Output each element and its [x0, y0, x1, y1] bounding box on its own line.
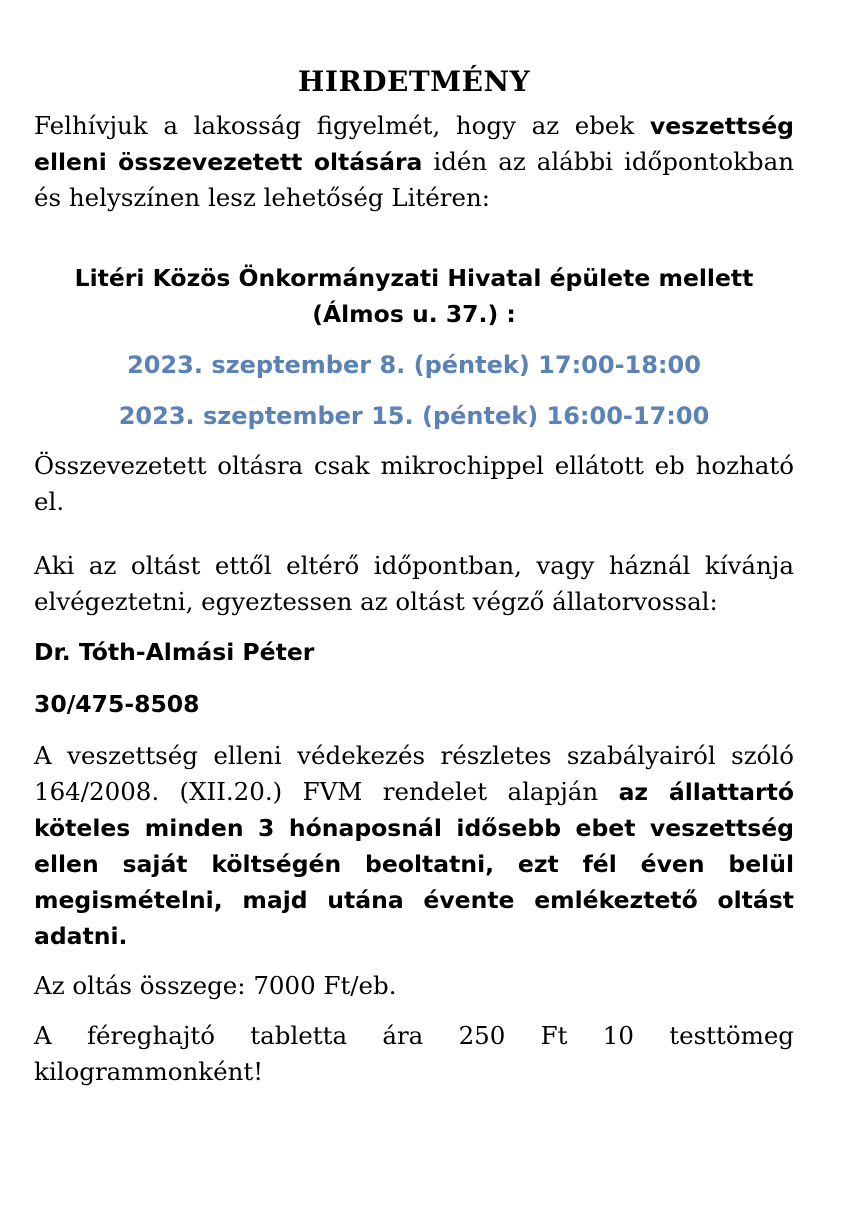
intro-paragraph	[34, 108, 794, 216]
venue-name: Litéri Közös Önkormányzati Hivatal épülete mellett	[74, 264, 754, 292]
regulation-text: A veszettség elleni védekezés részletes szabályairól szóló 164/2008. (XII.20.) FVM rendelet alapján	[34, 741, 794, 806]
dewormer-price: A féreghajtó tabletta ára 250 Ft 10 testtömeg kilogrammonként!	[34, 1021, 794, 1086]
venue-block	[34, 260, 794, 332]
notice-title: HIRDETMÉNY	[297, 65, 531, 98]
vaccination-price: Az oltás összege: 7000 Ft/eb.	[34, 971, 397, 1000]
spacer	[34, 216, 794, 252]
intro-text-start: Felhívjuk a lakosság figyelmét, hogy az ebek	[34, 111, 650, 140]
intro-text-end: idén az alábbi időpontokban és helyszínen lesz lehetőség Litéren:	[34, 147, 794, 212]
regulation-paragraph	[34, 738, 794, 954]
microchip-note: Összevezetett oltásra csak mikrochippel ellátott eb hozható el.	[34, 451, 794, 516]
vaccination-date-1: 2023. szeptember 8. (péntek) 17:00-18:00	[127, 351, 701, 379]
intro-bold-vaccination: veszettség elleni összevezetett oltására	[34, 112, 794, 176]
vet-name: Dr. Tóth-Almási Péter	[34, 638, 315, 666]
notice-document	[34, 62, 794, 1090]
regulation-bold-obligation: az állattartó köteles minden 3 hónaposnál idősebb ebet veszettség ellen saját költségén beoltatni, ezt fél éven belül megismételni, majd utána évente emlékeztető oltást adatni.	[34, 778, 794, 950]
vet-contact-intro: Aki az oltást ettől eltérő időpontban, vagy háznál kívánja elvégeztetni, egyeztessen az oltást végző állatorvossal:	[34, 551, 794, 616]
venue-address: (Álmos u. 37.) :	[312, 300, 516, 328]
vaccination-date-2: 2023. szeptember 15. (péntek) 16:00-17:00	[118, 402, 710, 430]
vet-phone: 30/475-8508	[34, 690, 200, 718]
